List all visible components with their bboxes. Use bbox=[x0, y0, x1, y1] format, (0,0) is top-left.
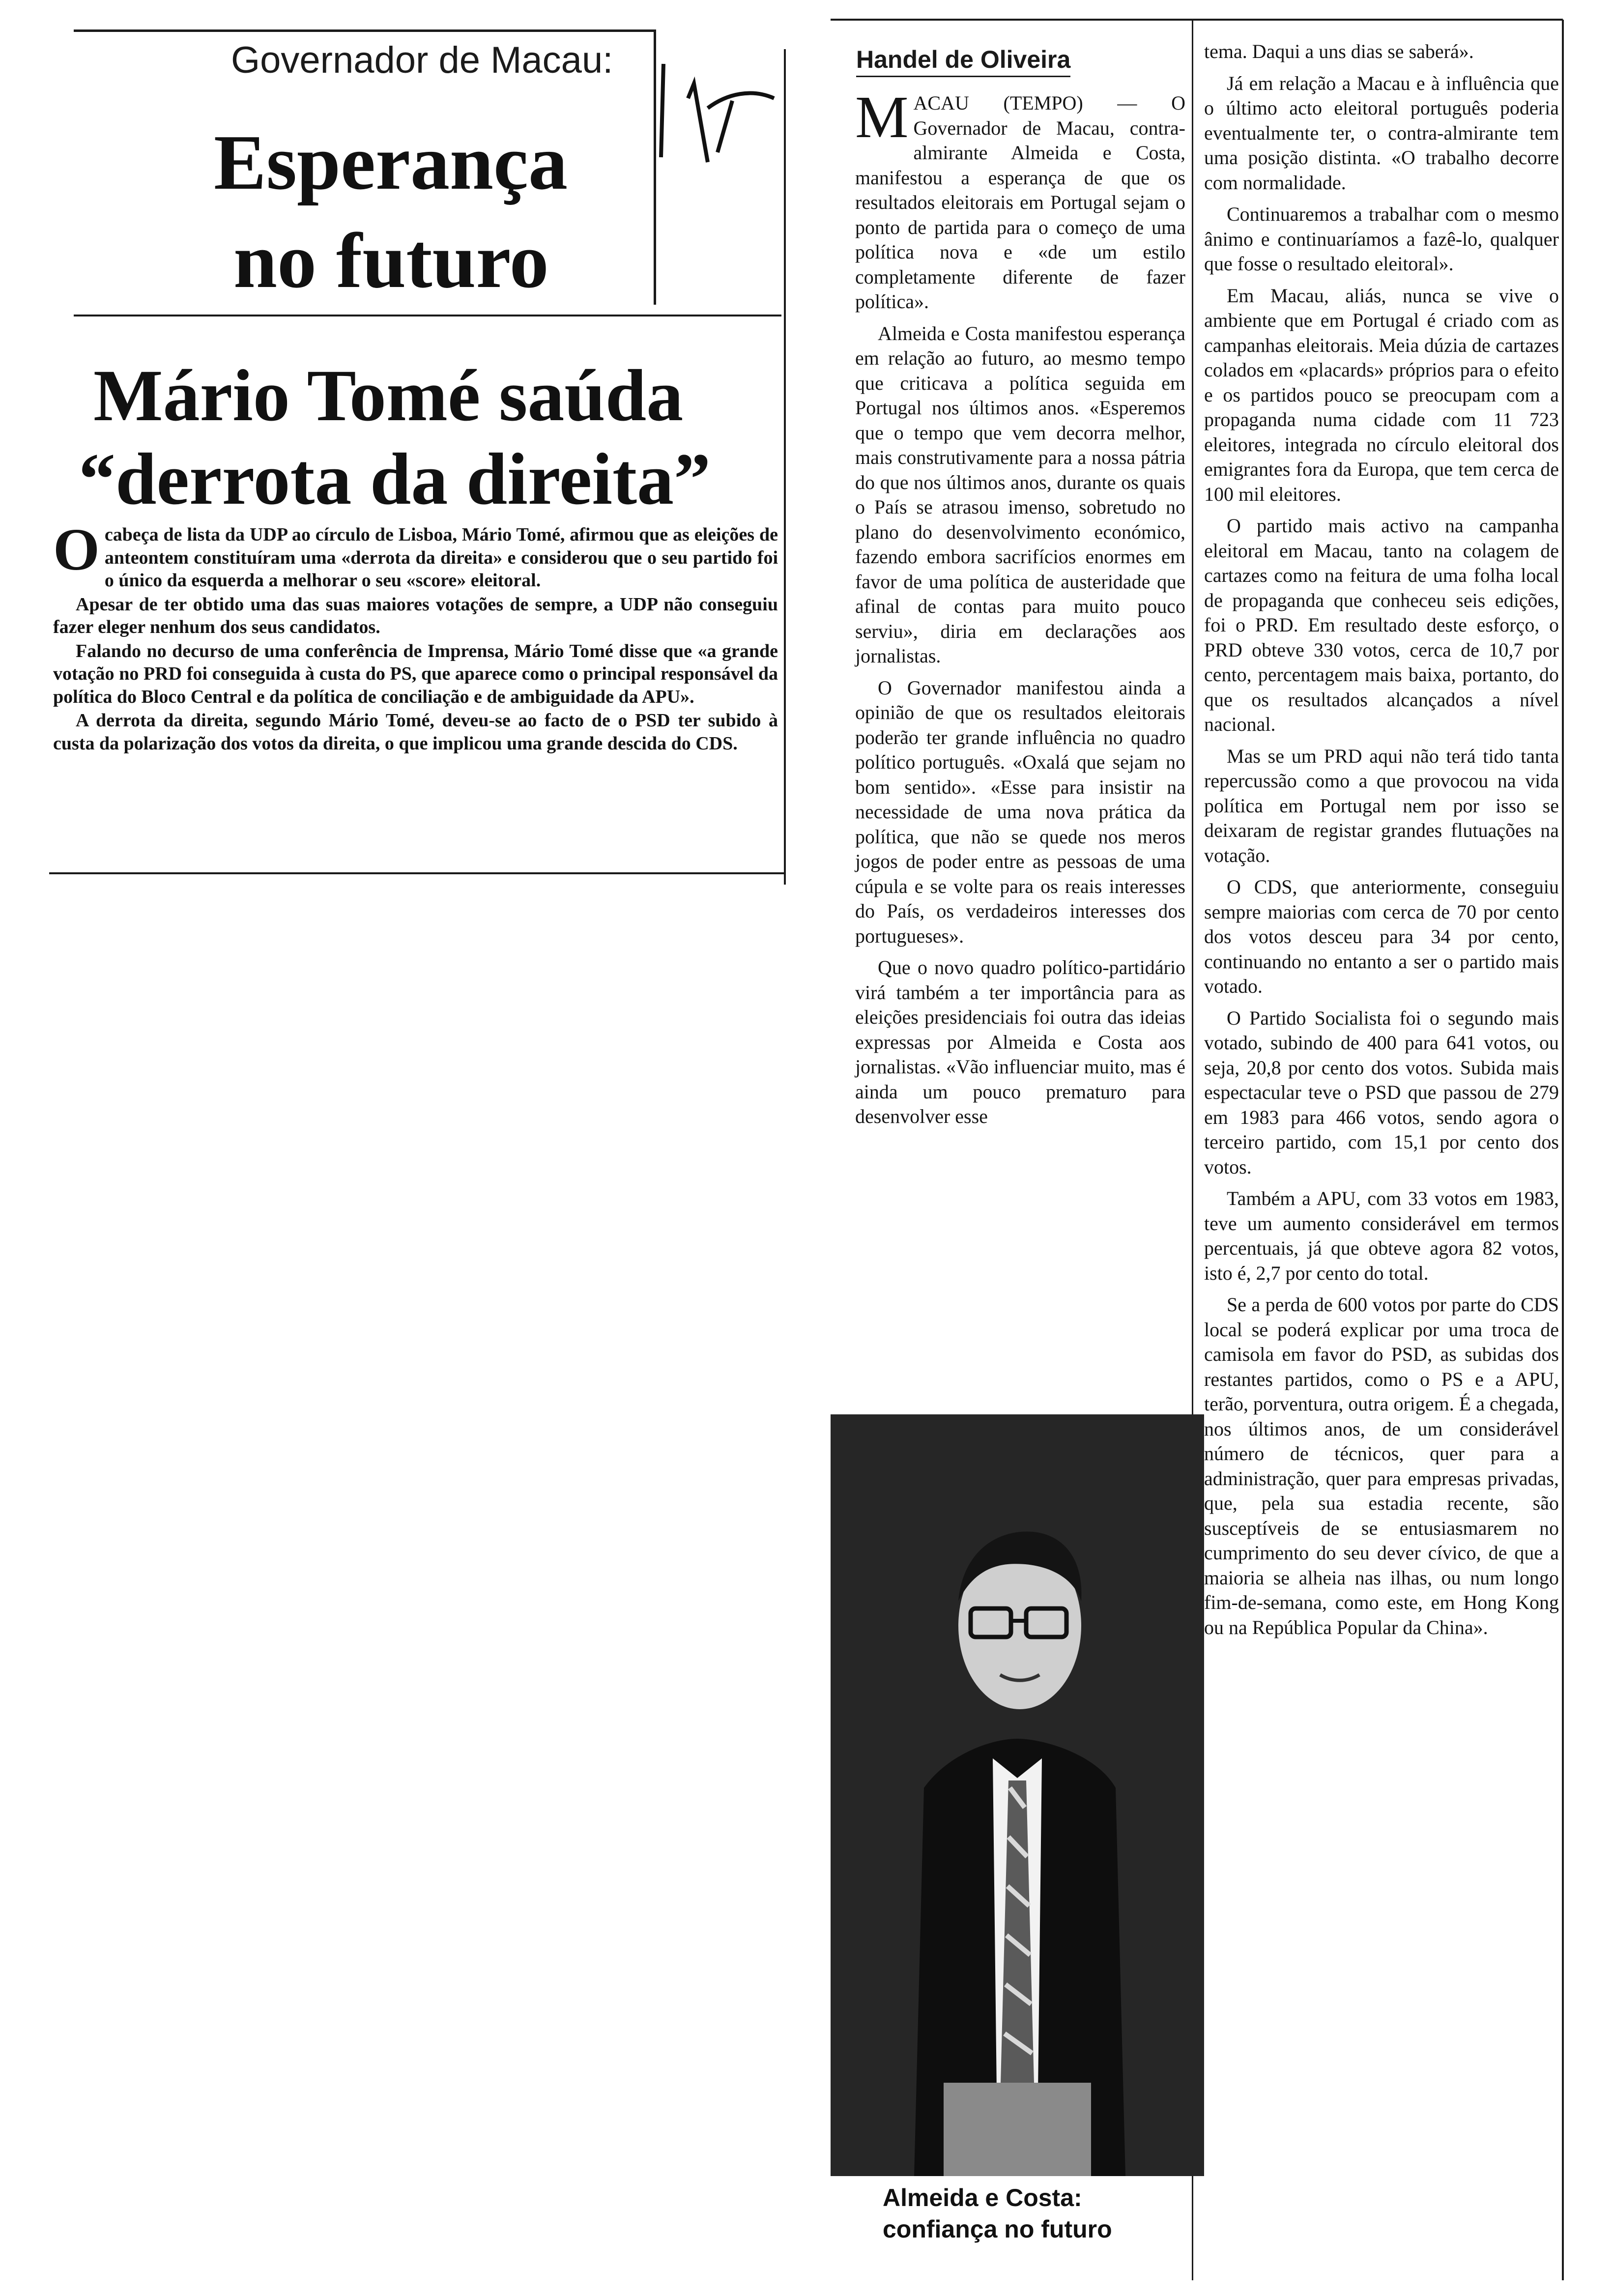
kicker-text: Governador de Macau: bbox=[231, 39, 613, 81]
side-story-paragraph: Ocabeça de lista da UDP ao círculo de Lisboa, Mário Tomé, afirmou que as eleições de anteontem constituíram uma «derrota da direita» e considerou que o seu partido foi o único da esquerda a melhorar o seu «score» eleitoral. bbox=[53, 517, 778, 591]
main-story-paragraph: MACAU (TEMPO) — O Governador de Macau, contra-almirante Almeida e Costa, manifestou a esperança de que os resultados eleitorais em Portugal sejam o ponto de partida para o começo de uma política nova e «de um estilo completamente diferente de fazer política». bbox=[855, 84, 1185, 313]
main-story-paragraph: Almeida e Costa manifestou esperança em relação ao futuro, ao mesmo tempo que criticava a política seguida em Portugal nos últimos anos. «Esperemos que o tempo que vem decorra melhor, mais construtivamente para a nossa pátria do que nos últimos anos, durante os quais o País se atrasou imenso, sobretudo no plano do desenvolvimento económico, fazendo embora sacrifícios enormes em favor de uma política de austeridade que afinal de contas para muito pouco serviu», diria em declarações aos jornalistas. bbox=[855, 322, 1185, 667]
main-story-paragraph: Continuaremos a trabalhar com o mesmo ânimo e continuaríamos a fazê-lo, qualquer que fosse o resultado eleitoral». bbox=[1204, 203, 1559, 275]
portrait-photo bbox=[831, 1414, 1204, 2176]
main-story-paragraph: O partido mais activo na campanha eleitoral em Macau, tanto na colagem de cartazes como na feitura de uma folha local de propaganda que conheceu seis edições, foi o PRD. Em resultado deste esforço, o PRD obteve 330 votos, cerca de 10,7 por cento, percentagem mais baixa, portanto, do que os resultados alcançados a nível nacional. bbox=[1204, 515, 1559, 735]
main-story-paragraph: O CDS, que anteriormente, conseguiu sempre maiorias com cerca de 70 por cento dos votos desceu para 34 por cento, continuando no entanto a ser o partido mais votado. bbox=[1204, 876, 1559, 997]
drop-cap: O bbox=[53, 517, 100, 583]
column-divider-left bbox=[784, 49, 786, 885]
side-story-paragraph: Falando no decurso de uma conferência de Imprensa, Mário Tomé disse que «a grande votação no PRD foi conseguida à custa do PS, que aparece como o principal responsável da política do Bloco Central e da política de conciliação e de ambiguidade da APU». bbox=[53, 640, 778, 707]
headline-line-1: Esperança bbox=[214, 118, 568, 206]
main-story-paragraph: O Governador manifestou ainda a opinião de que os resultados eleitorais poderão ter grande influência no quadro político português. «Oxalá que sejam no bom sentido». «Esse para insistir na necessidade de uma nova prática da política, que não se quede nos meros jogos de poder entre as pessoas de uma cúpula e se volte para os reais interesses do País, os verdadeiros interesses dos portugueses». bbox=[855, 676, 1185, 947]
photo-caption: Almeida e Costa: confiança no futuro bbox=[883, 2184, 1112, 2243]
drop-cap: M bbox=[855, 84, 909, 150]
side-story-bottom-rule bbox=[49, 872, 784, 874]
main-story-paragraph: tema. Daqui a uns dias se saberá». bbox=[1204, 40, 1474, 62]
edge-rule-right bbox=[1562, 20, 1564, 2280]
side-story-title-line-2: “derrota da direita” bbox=[79, 438, 711, 520]
side-story-paragraph: A derrota da direita, segundo Mário Tomé, deveu-se ao facto de o PSD ter subido à custa da polarização dos votos da direita, o que implicou uma grande descida do CDS. bbox=[53, 710, 778, 754]
portrait-figure bbox=[831, 1414, 1204, 2176]
main-story-paragraph: Mas se um PRD aqui não terá tido tanta repercussão como a que provocou na vida política em Portugal nem por isso se deixaram de registar grandes flutuações na votação. bbox=[1204, 745, 1559, 866]
side-story-title-line-1: Mário Tomé saúda bbox=[93, 355, 684, 436]
side-story-body bbox=[53, 517, 778, 756]
byline: Handel de Oliveira bbox=[856, 43, 1070, 77]
main-story-paragraph: O Partido Socialista foi o segundo mais votado, subindo de 400 para 641 votos, ou seja, 20,8 por cento dos votos. Subida mais espectacular teve o PSD que passou de 279 em 1983 para 466 votos, sendo agora o terceiro partido, com 15,1 por cento dos votos. bbox=[1204, 1006, 1559, 1178]
top-rule-right bbox=[831, 19, 1563, 21]
main-story-paragraph: Que o novo quadro político-partidário virá também a ter importância para as eleições presidenciais foi outra das ideias expressas por Almeida e Costa aos jornalistas. «Vão influenciar muito, mas é ainda um pouco prematuro para desenvolver esse bbox=[855, 956, 1185, 1127]
handwritten-mark-icon bbox=[634, 54, 781, 167]
main-story-paragraph: Em Macau, aliás, nunca se vive o ambiente que em Portugal é criado com as campanhas eleitorais. Meia dúzia de cartazes colados em «placards» próprios para o efeito e os partidos pouco se preocupam com a propaganda numa cidade com 11 723 eleitores, integrada no círculo eleitoral dos emigrantes fora da Europa, que tem cerca de 100 mil eleitores. bbox=[1204, 284, 1559, 505]
main-story-column-2 bbox=[1204, 39, 1559, 1647]
frame-bottom-rule bbox=[74, 315, 781, 316]
headline-line-2: no futuro bbox=[233, 217, 549, 304]
top-rule-left bbox=[74, 29, 654, 32]
main-story-column-1 bbox=[855, 84, 1185, 1136]
main-story-paragraph: Também a APU, com 33 votos em 1983, teve um aumento considerável em termos percentuais, já que obteve agora 82 votos, isto é, 2,7 por cento do total. bbox=[1204, 1187, 1559, 1284]
main-story-paragraph: Se a perda de 600 votos por parte do CDS local se poderá explicar por uma troca de camisola em favor do PSD, as subidas dos restantes partidos, como o PS e a APU, terão, porventura, outra origem. É a chegada, nos últimos anos, de um considerável número de técnicos, quer para a administração, quer para empresas privadas, que, pela sua estadia recente, são susceptíveis de se entusiasmarem no cumprimento do seu dever cívico, de que a maioria se alheia nas ilhas, ou num longo fim-de-semana, como este, em Hong Kong ou na República Popular da China». bbox=[1204, 1293, 1559, 1638]
side-story-paragraph: Apesar de ter obtido uma das suas maiores votações de sempre, a UDP não conseguiu fazer eleger nenhum dos seus candidatos. bbox=[53, 594, 778, 637]
main-story-paragraph: Já em relação a Macau e à influência que o último acto eleitoral português poderia eventualmente ter, o contra-almirante tem uma posição distinta. «O trabalho decorre com normalidade. bbox=[1204, 72, 1559, 194]
